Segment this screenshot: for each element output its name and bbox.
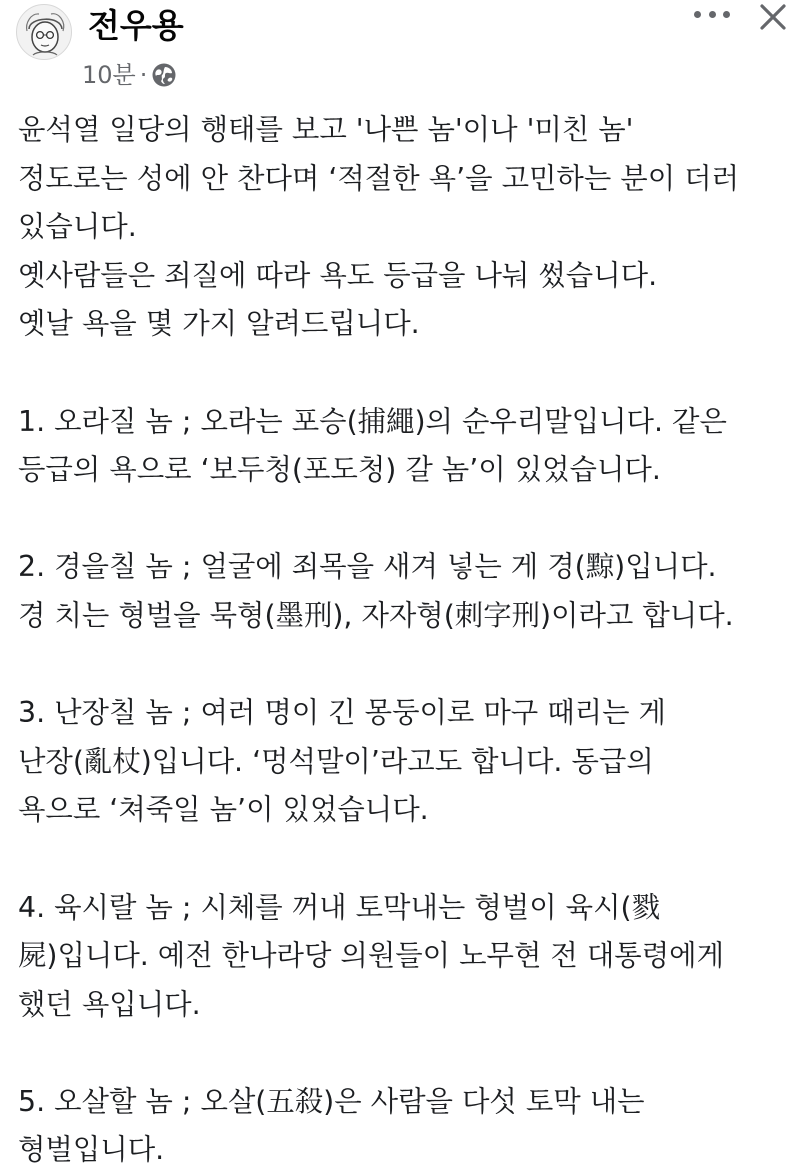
more-dot [723,11,730,18]
post-text-line: 2. 경을칠 놈 ; 얼굴에 죄목을 새겨 넣는 게 경(黥)입니다. [18,550,717,584]
paragraph-item-4 [18,884,794,1030]
post-text-line: 욕으로 ‘쳐죽일 놈’이 있었습니다. [18,793,429,827]
meta-separator: · [139,61,148,89]
paragraph-gap [18,349,794,398]
more-dot [709,11,716,18]
author-name[interactable]: 전우용 [88,6,184,45]
post-text-line: 1. 오라질 놈 ; 오라는 포승(捕繩)의 순우리말입니다. 같은 [18,404,727,438]
paragraph-gap [18,641,794,690]
post-body [18,106,794,1175]
post-text-line: 3. 난장칠 놈 ; 여러 명이 긴 몽둥이로 마구 때리는 게 [18,696,666,730]
paragraph-intro [18,106,794,349]
paragraph-gap [18,495,794,544]
author-avatar[interactable] [16,4,72,60]
post-text-line: 경 치는 형벌을 묵형(墨刑), 자자형(刺字刑)이라고 합니다. [18,598,734,632]
post-text-line: 屍)입니다. 예전 한나라당 의원들이 노무현 전 대통령에게 [18,939,724,973]
paragraph-item-5 [18,1078,794,1175]
more-options-icon[interactable] [694,4,730,24]
paragraph-item-3 [18,689,794,835]
paragraph-gap [18,835,794,884]
post-timestamp[interactable]: 10분 [82,61,136,89]
paragraph-item-2 [18,543,794,640]
post-meta [82,58,177,92]
post-text-line: 정도로는 성에 안 찬다며 ‘적절한 욕’을 고민하는 분이 더러 [18,161,740,195]
globe-icon[interactable] [151,62,177,88]
post-text-line: 있습니다. [18,210,137,244]
post-text-line: 윤석열 일당의 행태를 보고 '나쁜 놈'이나 '미친 놈' [18,113,634,146]
post-text-line: 난장(亂杖)입니다. ‘멍석말이’라고도 합니다. 동급의 [18,744,654,778]
post-text-line: 5. 오살할 놈 ; 오살(五殺)은 사람을 다섯 토막 내는 [18,1084,645,1118]
avatar-sketch-icon [17,5,72,60]
post-text-line: 형벌입니다. [18,1133,165,1167]
post-header [0,0,800,100]
post-text-line: 등급의 욕으로 ‘보두청(포도청) 갈 놈’이 있었습니다. [18,453,661,487]
post-text-line: 4. 육시랄 놈 ; 시체를 꺼내 토막내는 형벌이 육시(戮 [18,890,660,924]
post-text-line: 했던 욕입니다. [18,987,201,1021]
post-text-line: 옛사람들은 죄질에 따라 욕도 등급을 나눠 썼습니다. [18,258,658,292]
post-text-line: 옛날 욕을 몇 가지 알려드립니다. [18,307,420,341]
more-dot [694,11,701,18]
paragraph-item-1 [18,398,794,495]
paragraph-gap [18,1029,794,1078]
close-icon[interactable] [756,0,790,34]
